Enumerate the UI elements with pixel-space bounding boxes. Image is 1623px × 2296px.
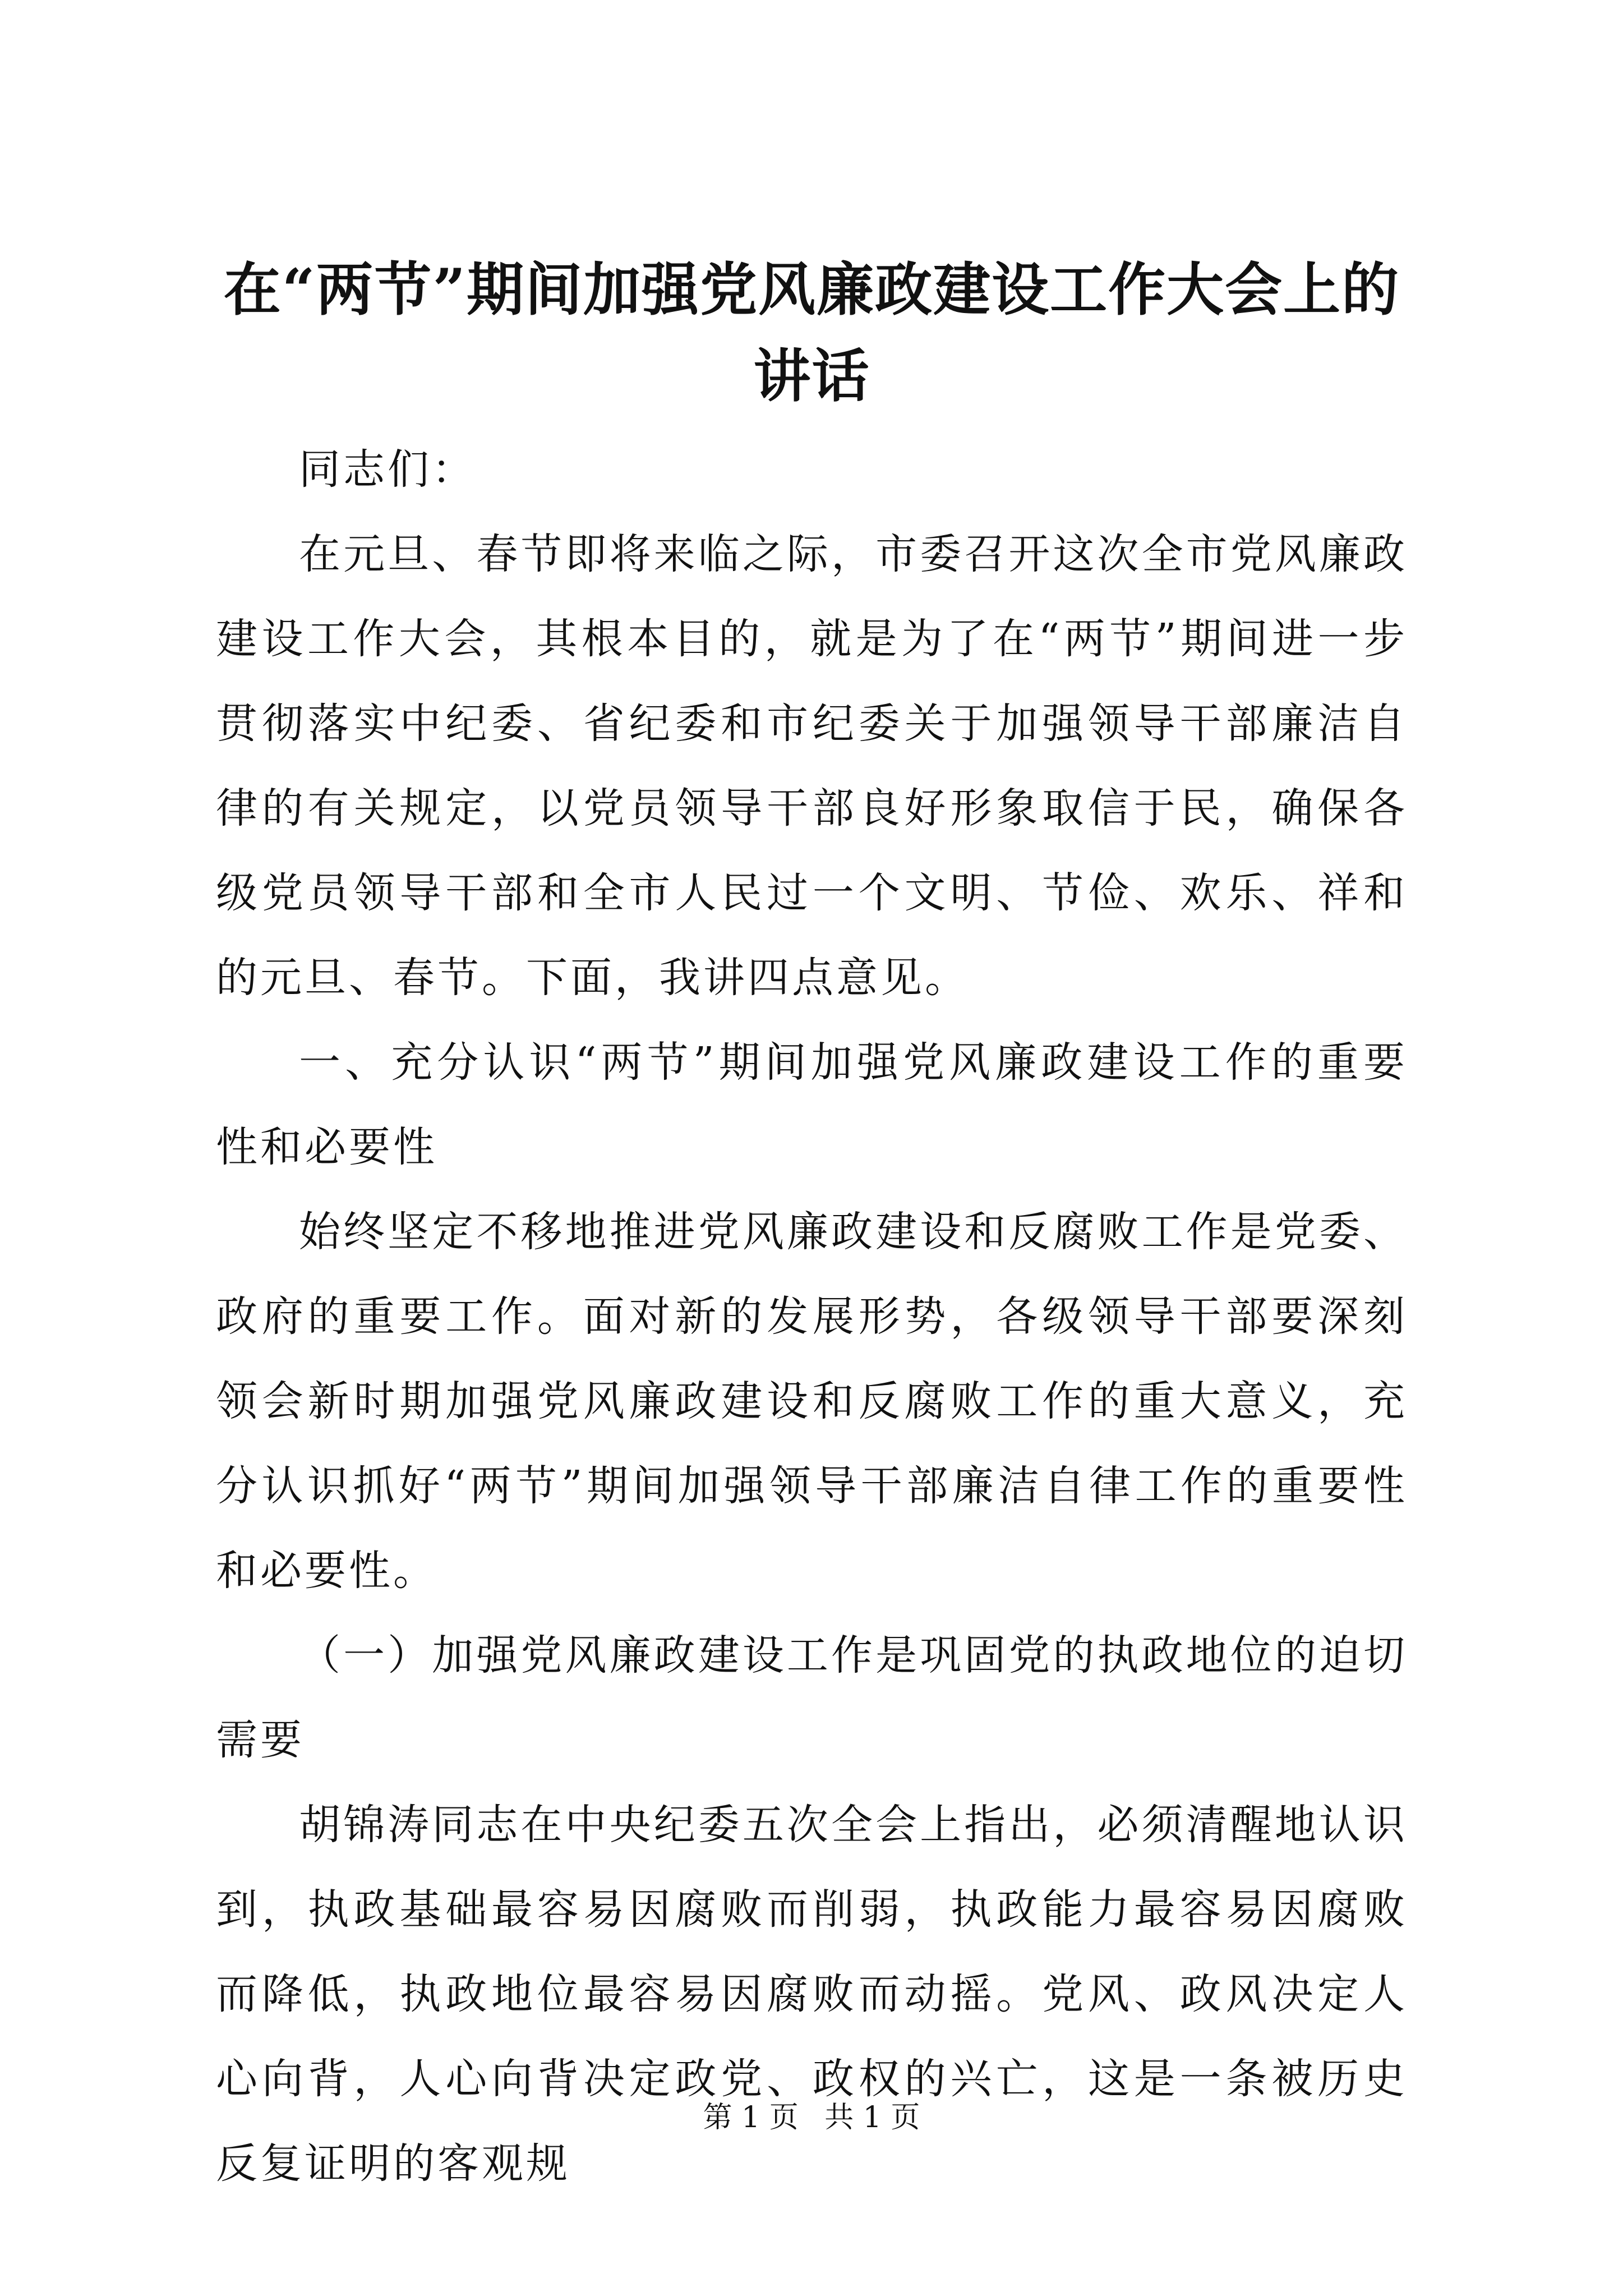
paragraph-intro: 在元旦、春节即将来临之际，市委召开这次全市党风廉政建设工作大会，其根本目的，就是为了在“两节”期间进一步贯彻落实中纪委、省纪委和市纪委关于加强领导干部廉洁自律的有关规定，以党员领导干部良好形象取信于民，确保各级党员领导干部和全市人民过一个文明、节俭、欢乐、祥和的元旦、春节。下面，我讲四点意见。 — [216, 530, 1408, 1002]
document-title: 在“两节”期间加强党风廉政建设工作大会上的讲话 — [223, 256, 1400, 410]
document-body — [216, 247, 1408, 2206]
paragraph-subsection-1: 胡锦涛同志在中央纪委五次全会上指出，必须清醒地认识到，执政基础最容易因腐败而削弱，执政能力最容易因腐败而降低，执政地位最容易因腐败而动摇。党风、政风决定人心向背，人心向背决定政党、政权的兴亡，这是一条被历史反复证明的客观规 — [216, 1801, 1408, 2188]
paragraph-section-1: 始终坚定不移地推进党风廉政建设和反腐败工作是党委、政府的重要工作。面对新的发展形势，各级领导干部要深刻领会新时期加强党风廉政建设和反腐败工作的重大意义，充分认识抓好“两节”期间加强领导干部廉洁自律工作的重要性和必要性。 — [216, 1208, 1408, 1595]
page-footer — [0, 2098, 1623, 2137]
page-total: 共 1 页 — [824, 2101, 920, 2134]
salutation: 同志们： — [299, 445, 476, 494]
subsection-heading-1: （一）加强党风廉政建设工作是巩固党的执政地位的迫切需要 — [216, 1631, 1408, 1764]
section-heading-1: 一、充分认识“两节”期间加强党风廉政建设工作的重要性和必要性 — [216, 1038, 1408, 1171]
page-number: 第 1 页 — [703, 2101, 799, 2134]
